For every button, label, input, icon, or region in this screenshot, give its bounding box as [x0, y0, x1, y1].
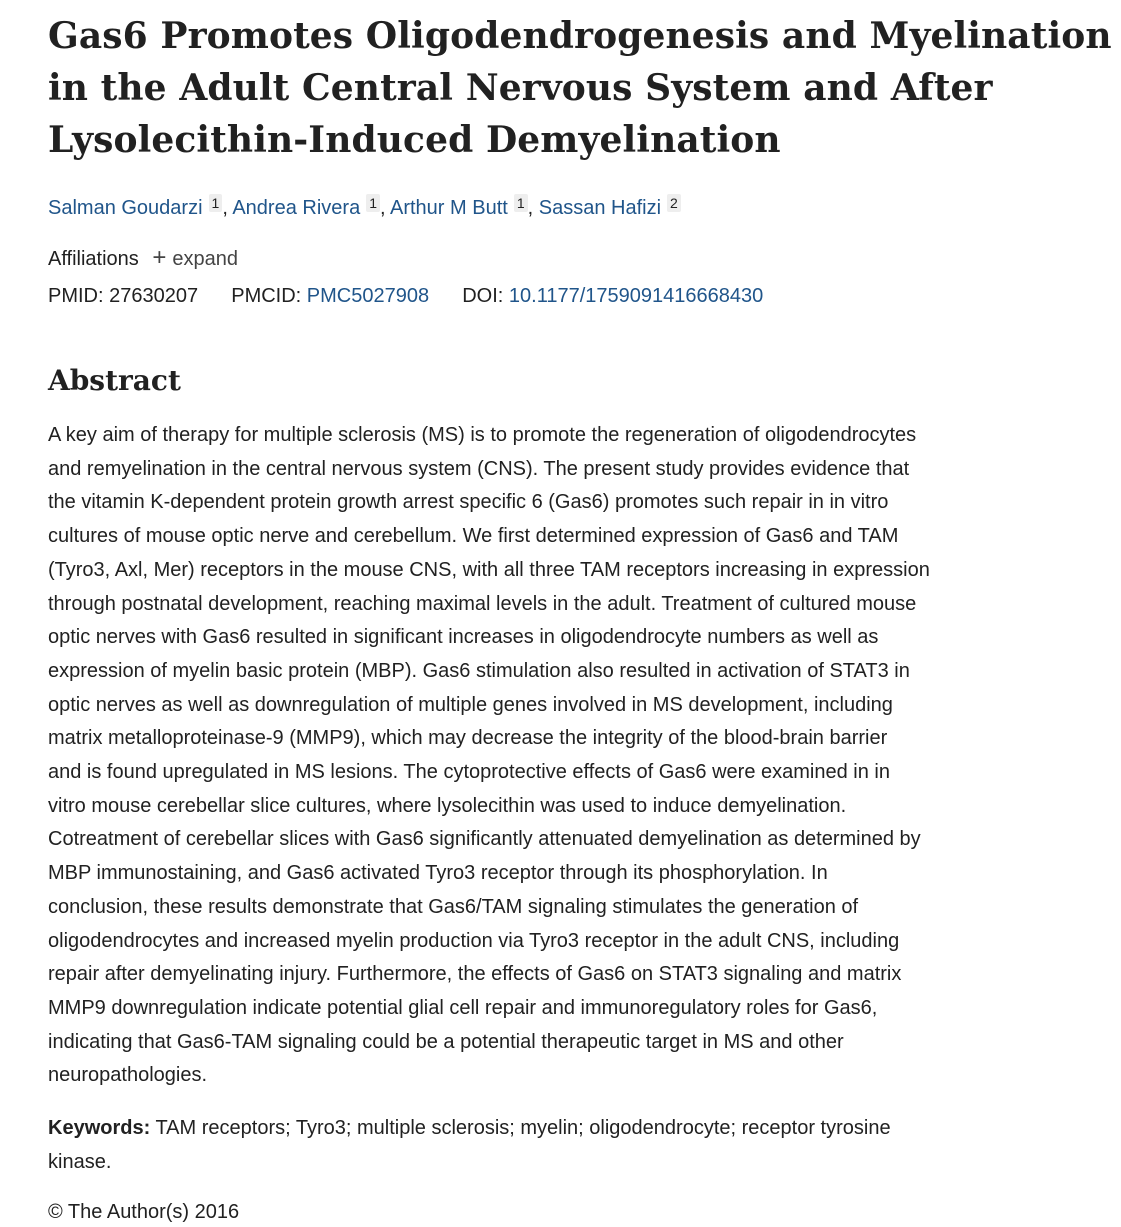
abstract-line: MBP immunostaining, and Gas6 activated Tyro3 receptor through its phosphorylation. In	[48, 862, 828, 885]
affiliation-ref-button[interactable]: 1	[209, 194, 223, 212]
keywords-text: kinase.	[48, 1150, 112, 1173]
abstract-line: repair after demyelinating injury. Furthermore, the effects of Gas6 on STAT3 signaling and matrix	[48, 963, 902, 986]
affiliation-ref-button[interactable]: 1	[366, 194, 380, 212]
abstract-line: Cotreatment of cerebellar slices with Gas6 significantly attenuated demyelination as determined by	[48, 828, 921, 851]
expand-label: expand	[172, 248, 238, 270]
abstract-line: and remyelination in the central nervous system (CNS). The present study provides evidence that	[48, 457, 910, 480]
abstract-line: cultures of mouse optic nerve and cerebellum. We first determined expression of Gas6 and TAM	[48, 525, 899, 548]
abstract-line: the vitamin K-dependent protein growth arrest specific 6 (Gas6) promotes such repair in in vitro	[48, 491, 889, 514]
abstract-line: vitro mouse cerebellar slice cultures, where lysolecithin was used to induce demyelination.	[48, 794, 847, 817]
abstract-line: conclusion, these results demonstrate that Gas6/TAM signaling stimulates the generation of	[48, 895, 859, 918]
affiliations-row	[48, 244, 1088, 274]
affiliations-expand-button[interactable]	[152, 244, 238, 271]
abstract-line: A key aim of therapy for multiple sclerosis (MS) is to promote the regeneration of oligodendrocytes	[48, 424, 917, 446]
abstract-heading: Abstract	[48, 364, 181, 397]
author-separator: ,	[379, 197, 386, 219]
abstract-line: indicating that Gas6-TAM signaling could be a potential therapeutic target in MS and other	[48, 1030, 844, 1053]
author-list	[48, 193, 1088, 223]
title-line: Gas6 Promotes Oligodendrogenesis and Myelination	[48, 15, 1112, 57]
abstract-line: neuropathologies.	[48, 1064, 208, 1087]
pmid-value: 27630207	[109, 285, 199, 307]
article-page	[48, 0, 1112, 1227]
author-link[interactable]: Salman Goudarzi	[48, 197, 203, 219]
author-link[interactable]: Arthur M Butt	[390, 197, 508, 219]
article-identifiers	[48, 281, 1088, 311]
keywords-line	[48, 1112, 1088, 1146]
pmcid-link[interactable]: PMC5027908	[306, 285, 430, 307]
keywords-text: TAM receptors; Tyro3; multiple sclerosis; myelin; oligodendrocyte; receptor tyrosine	[155, 1117, 891, 1140]
keywords-section	[48, 1112, 1088, 1179]
doi-link[interactable]: 10.1177/1759091416668430	[508, 285, 764, 307]
abstract-line: optic nerves with Gas6 resulted in significant increases in oligodendrocyte numbers as well as	[48, 626, 879, 649]
article-title	[48, 10, 1112, 166]
doi-label: DOI:	[462, 285, 504, 307]
affiliation-ref-button[interactable]: 1	[514, 194, 528, 212]
affiliations-label: Affiliations	[48, 248, 139, 270]
abstract-line: matrix metalloproteinase-9 (MMP9), which may decrease the integrity of the blood-brain barrier	[48, 727, 888, 750]
abstract-line: optic nerves as well as downregulation of multiple genes involved in MS development, including	[48, 693, 893, 716]
abstract-line: (Tyro3, Axl, Mer) receptors in the mouse CNS, with all three TAM receptors increasing in expression	[48, 558, 930, 581]
abstract-text	[48, 419, 1088, 1093]
title-line: Lysolecithin-Induced Demyelination	[48, 119, 781, 161]
abstract-line: oligodendrocytes and increased myelin production via Tyro3 receptor in the adult CNS, including	[48, 929, 900, 952]
author-link[interactable]: Andrea Rivera	[232, 197, 361, 219]
title-line: in the Adult Central Nervous System and After	[48, 67, 993, 109]
abstract-line: MMP9 downregulation indicate potential glial cell repair and immunoregulatory roles for Gas6,	[48, 996, 878, 1019]
author-link[interactable]: Sassan Hafizi	[538, 197, 662, 219]
pmid-label: PMID:	[48, 285, 104, 307]
copyright-notice: © The Author(s) 2016	[48, 1201, 240, 1224]
affiliation-ref-button[interactable]: 2	[667, 194, 681, 212]
pmcid-label: PMCID:	[231, 285, 302, 307]
author-separator: ,	[527, 197, 534, 219]
keywords-label: Keywords:	[48, 1117, 151, 1140]
abstract-line: and is found upregulated in MS lesions. The cytoprotective effects of Gas6 were examined in in	[48, 761, 890, 784]
abstract-line: expression of myelin basic protein (MBP). Gas6 stimulation also resulted in activation of STAT3 in	[48, 659, 910, 682]
author-separator: ,	[222, 197, 228, 219]
abstract-line: through postnatal development, reaching maximal levels in the adult. Treatment of cultured mouse	[48, 592, 917, 615]
plus-icon: +	[152, 244, 167, 271]
